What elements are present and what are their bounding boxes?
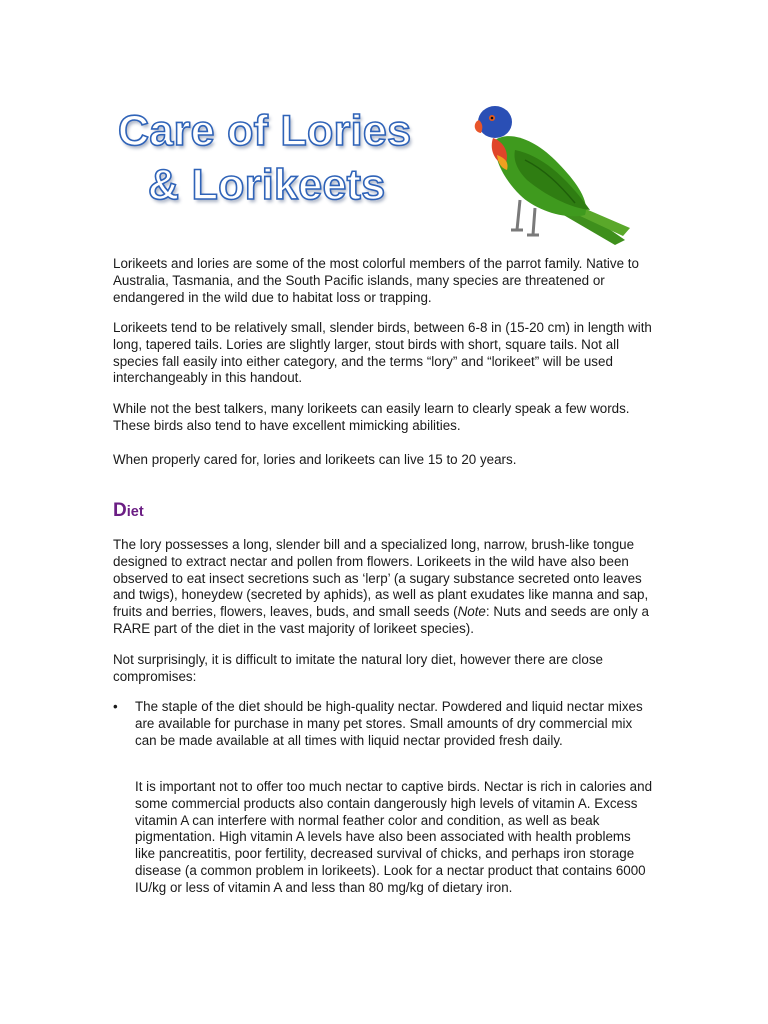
diet-heading bbox=[113, 500, 144, 522]
intro-paragraph-2: Lorikeets tend to be relatively small, slender birds, between 6-8 in (15-20 cm) in length with long, tapered tails. Lories are slightly larger, stout birds with short, square tails. Not all species fall easily into either category, and the terms “lory” and “lorikeet” will be used interchangeably in this handout. bbox=[113, 320, 652, 386]
diet-heading-cap: D bbox=[113, 500, 127, 521]
intro-paragraph-4: When properly cared for, lories and lorikeets can live 15 to 20 years. bbox=[113, 452, 517, 467]
diet-paragraph-2: Not surprisingly, it is difficult to imitate the natural lory diet, however there are close compromises: bbox=[113, 652, 603, 684]
bullet-text: The staple of the diet should be high-quality nectar. Powdered and liquid nectar mixes are available for purchase in many pet stores. Small amounts of dry commercial mix can be made available at all times with liquid nectar provided fresh daily. bbox=[135, 699, 643, 748]
intro-paragraph-1: Lorikeets and lories are some of the most colorful members of the parrot family. Native to Australia, Tasmania, and the South Pacific islands, many species are threatened or endangered in the wild due to habitat loss or trapping. bbox=[113, 256, 639, 305]
diet-heading-rest: iet bbox=[126, 504, 144, 520]
title-line-2: & Lorikeets bbox=[148, 161, 386, 209]
bullet-icon: • bbox=[113, 699, 118, 714]
diet-p1-text: The lory possesses a long, slender bill and a specialized long, narrow, brush-like tongue designed to extract nectar and pollen from flowers. Lorikeets in the wild have also been observed to eat insect secretions such as ‘lerp’ (a sugary substance secreted onto leaves and twigs), honeydew (secreted by aphids), as well as plant exudates like manna and sap, fruits and berries, flowers, leaves, buds, and small seeds ( bbox=[113, 537, 649, 620]
diet-p1-text-end: : Nuts and seeds are only a RARE part of the diet in the vast majority of lorikeet species). bbox=[113, 604, 649, 636]
diet-paragraph-1 bbox=[113, 537, 653, 638]
lorikeet-image bbox=[465, 100, 635, 250]
bullet-sub-paragraph: It is important not to offer too much nectar to captive birds. Nectar is rich in calories and some commercial products also contain dangerously high levels of vitamin A. Excess vitamin A can interfere with normal feather color and condition, as well as beak pigmentation. High vitamin A levels have also been associated with health problems like pancreatitis, poor fertility, decreased survival of chicks, and perhaps iron storage disease (a common problem in lorikeets). Look for a nectar product that contains 6000 IU/kg or less of vitamin A and less than 80 mg/kg of dietary iron. bbox=[135, 779, 653, 895]
document-title bbox=[118, 104, 438, 212]
diet-p1-note: Note bbox=[457, 604, 486, 620]
title-line-1: Care of Lories bbox=[118, 107, 412, 155]
intro-paragraph-3: While not the best talkers, many lorikeets can easily learn to clearly speak a few words. These birds also tend to have excellent mimicking abilities. bbox=[113, 401, 630, 433]
